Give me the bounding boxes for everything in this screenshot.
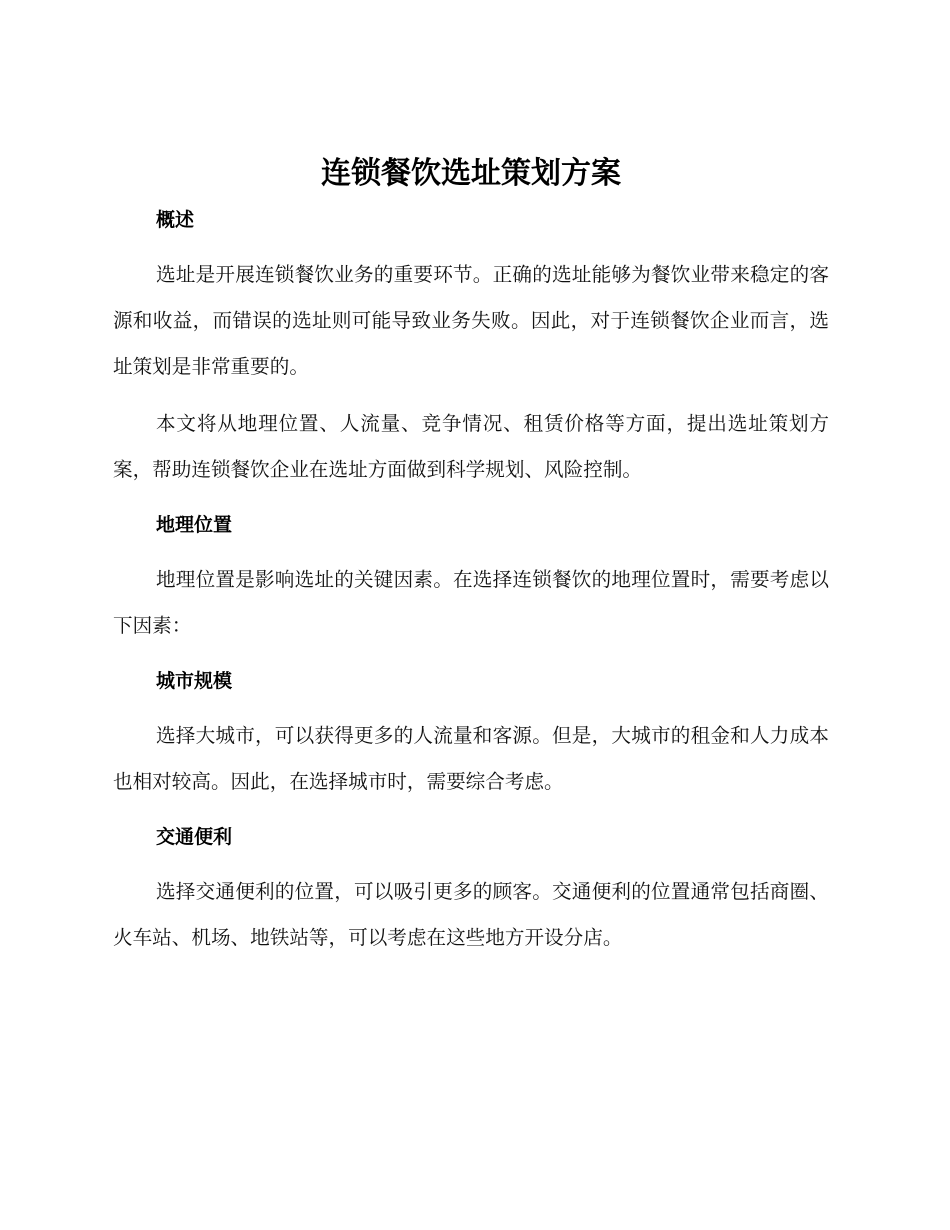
document-title: 连锁餐饮选址策划方案 [321, 156, 621, 191]
section-heading-overview: 概述 [156, 209, 195, 231]
paragraph-city-scale: 选择大城市，可以获得更多的人流量和客源。但是，大城市的租金和人力成本也相对较高。因此，在选择城市时，需要综合考虑。 [113, 724, 829, 793]
paragraph-location: 地理位置是影响选址的关键因素。在选择连锁餐饮的地理位置时，需要考虑以下因素： [113, 568, 829, 637]
paragraph-overview-1: 选址是开展连锁餐饮业务的重要环节。正确的选址能够为餐饮业带来稳定的客源和收益，而错误的选址则可能导致业务失败。因此，对于连锁餐饮企业而言，选址策划是非常重要的。 [113, 263, 829, 378]
paragraph-overview-2: 本文将从地理位置、人流量、竞争情况、租赁价格等方面，提出选址策划方案，帮助连锁餐饮企业在选址方面做到科学规划、风险控制。 [113, 412, 829, 481]
section-heading-city-scale: 城市规模 [156, 670, 233, 692]
section-heading-location: 地理位置 [156, 514, 233, 536]
paragraph-transport: 选择交通便利的位置，可以吸引更多的顾客。交通便利的位置通常包括商圈、火车站、机场、地铁站等，可以考虑在这些地方开设分店。 [113, 880, 829, 949]
section-heading-transport: 交通便利 [156, 826, 233, 848]
document-content [113, 152, 829, 961]
